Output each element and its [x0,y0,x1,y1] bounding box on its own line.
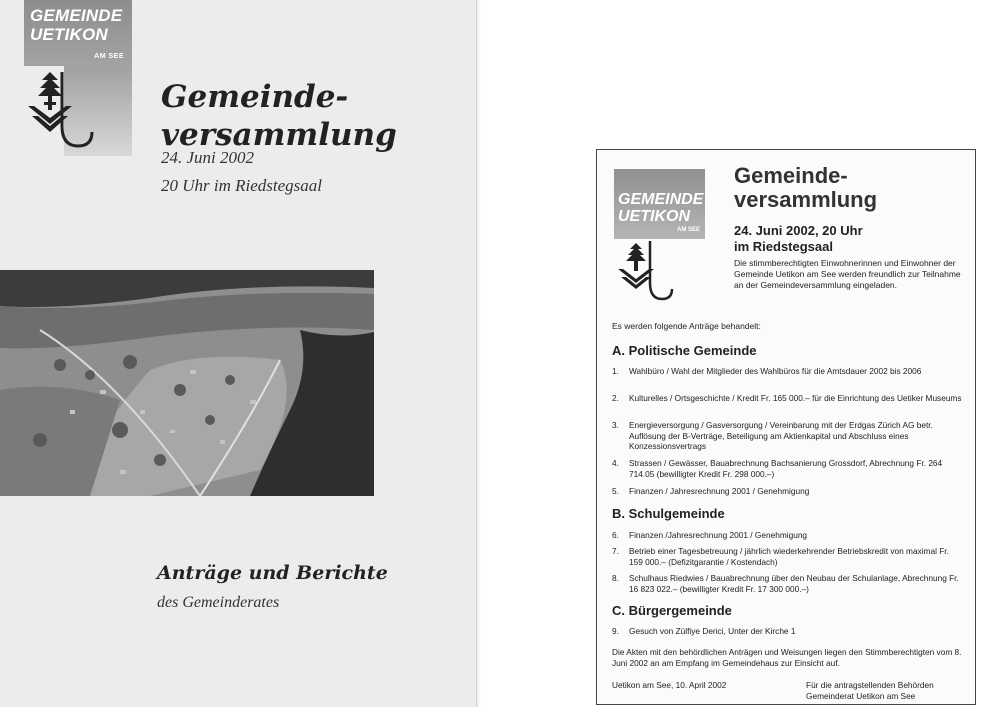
item-text: Finanzen /Jahresrechnung 2001 / Genehmigung [629,530,808,540]
aerial-photo [0,270,374,496]
item-number: 5. [612,486,619,496]
list-item [612,486,962,497]
cover-time-place: 20 Uhr im Riedstegsaal [161,176,323,195]
announcement-logo-line-1: GEMEINDE [618,191,704,208]
announcement-title-line-2: versammlung [734,187,878,212]
cover-section-subtitle: des Gemeinderates [157,594,280,611]
list-item [612,458,962,479]
announcement-logo [614,169,705,239]
announcement-date-line-1: 24. Juni 2002, 20 Uhr [734,223,863,238]
list-item [612,530,962,541]
list-item [612,573,962,594]
list-item [612,420,962,452]
item-text: Wahlbüro / Wahl der Mitglieder des Wahlbüros für die Amtsdauer 2002 bis 2006 [629,366,922,376]
cover-title [161,78,397,154]
announcement-footer: Die Akten mit den behördlichen Anträgen und Weisungen liegen den Stimmberechtigten vom 8. Juni 2002 an am Empfang im Gemeindehaus zur Einsicht auf. [612,647,962,668]
cover-section-title: Anträge und Berichte [157,562,388,584]
cover-title-line-1: Gemeinde- [161,79,349,115]
signature-line-1: Für die antragstellenden Behörden [806,680,934,690]
signature-line-2: Gemeinderat Uetikon am See [806,690,916,701]
item-text: Schulhaus Riedwies / Bauabrechnung über den Neubau der Schulanlage, Abrechnung Fr. 16 823 022.– (bewilligter Kredit Fr. 17 300 000.–) [629,573,959,594]
item-text: Betrieb einer Tagesbetreuung / jährlich wiederkehrender Betriebskredit von maximal Fr. 159 000.– (Defizitgarantie / Kostendach) [629,546,949,567]
place-date: Uetikon am See, 10. April 2002 [612,680,727,690]
list-item [612,366,962,377]
list-item [612,393,962,404]
item-text: Kulturelles / Ortsgeschichte / Kredit Fr. 165 000.– für die Einrichtung des Uetiker Museums [629,393,962,403]
section-heading: A. Politische Gemeinde [612,343,757,358]
logo-line-1: GEMEINDE [30,6,123,25]
announcement-lead: Es werden folgende Anträge behandelt: [612,321,761,331]
list-item [612,546,962,567]
announcement-title [734,164,877,212]
section-heading: B. Schulgemeinde [612,506,725,521]
cover-title-line-2: versammlung [161,117,397,153]
signature-block [806,680,966,701]
logo-sub: AM SEE [94,53,124,60]
item-text: Finanzen / Jahresrechnung 2001 / Genehmigung [629,486,810,496]
item-number: 1. [612,366,619,376]
announcement-logo-line-2: UETIKON [618,208,690,225]
brochure-cover [0,0,477,707]
newspaper-announcement [596,149,976,705]
announcement-title-line-1: Gemeinde- [734,163,848,188]
item-number: 8. [612,573,619,583]
item-number: 6. [612,530,619,540]
list-item [612,626,962,637]
item-number: 4. [612,458,619,468]
item-text: Strassen / Gewässer, Bauabrechnung Bachsanierung Grossdorf, Abrechnung Fr. 264 714.05 (bewilligter Kredit Fr. 298 000.–) [629,458,943,479]
cover-date: 24. Juni 2002 [161,148,255,167]
item-number: 2. [612,393,619,403]
logo-line-2: UETIKON [30,25,108,44]
announcement-coat-of-arms-icon [614,239,705,309]
municipality-logo [24,0,132,66]
announcement-date-line-2: im Riedstegsaal [734,239,833,254]
logo-wordmark [30,6,130,44]
announcement-date [734,223,863,255]
item-text: Gesuch von Zülfiye Derici, Unter der Kirche 1 [629,626,796,636]
announcement-logo-sub: AM SEE [676,227,700,233]
announcement-logo-wordmark [618,191,706,225]
section-heading: C. Bürgergemeinde [612,603,732,618]
item-number: 3. [612,420,619,430]
announcement-intro: Die stimmberechtigten Einwohnerinnen und Einwohner der Gemeinde Uetikon am See werden freundlich zur Teilnahme an der Gemeindeversammlung eingeladen. [734,258,961,290]
item-text: Energieversorgung / Gasversorgung / Vereinbarung mit der Erdgas Zürich AG betr. Auflösung der B-Verträge, Beteiligung am Aktienkapital und Abschluss eines Konzessionsvertrags [629,420,933,451]
item-number: 9. [612,626,619,636]
item-number: 7. [612,546,619,556]
coat-of-arms-icon [22,66,132,158]
